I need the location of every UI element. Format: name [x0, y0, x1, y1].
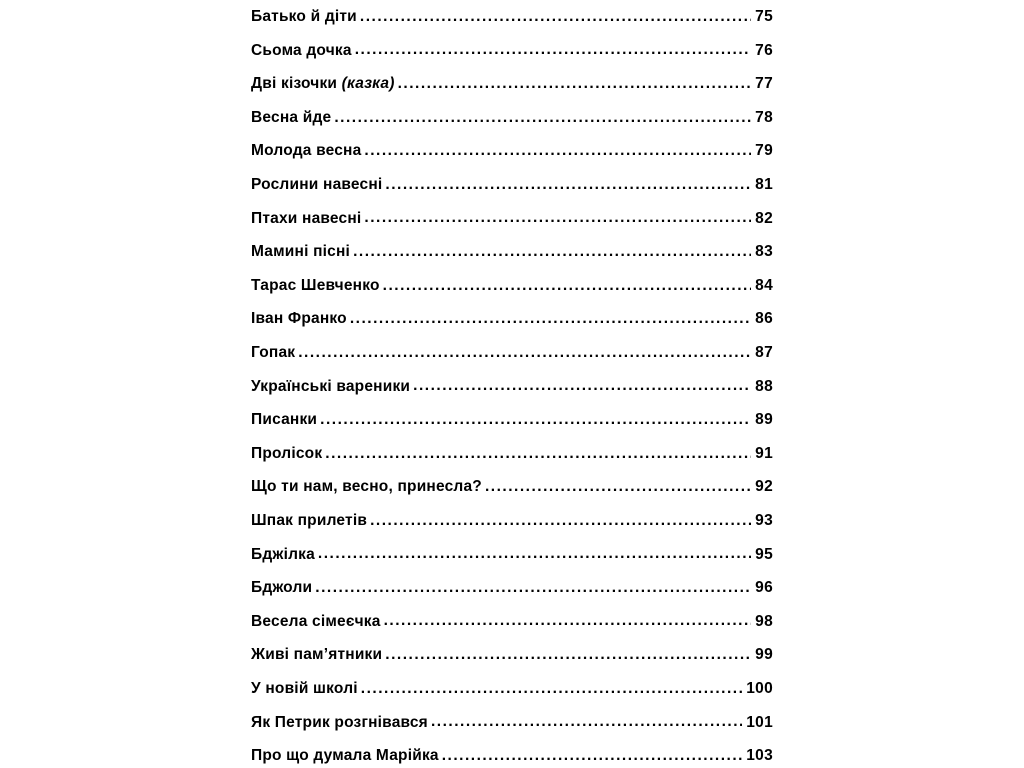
toc-entry-page: 91 — [755, 444, 773, 462]
toc-entry-page: 89 — [755, 411, 773, 429]
toc-entry — [251, 34, 773, 68]
toc-entry-page: 87 — [755, 343, 773, 361]
toc-entry-title: Весела сімеєчка — [251, 612, 381, 630]
toc-entry — [251, 470, 773, 504]
toc-entry — [251, 403, 773, 437]
dot-leader — [442, 749, 743, 763]
toc-entry-title: Про що думала Марійка — [251, 747, 439, 765]
toc-entry-page: 100 — [746, 679, 773, 697]
toc-entry — [251, 101, 773, 135]
toc-entry — [251, 672, 773, 706]
toc-entry-title: Шпак прилетів — [251, 511, 368, 529]
toc-entry-title: Мамині пісні — [251, 243, 351, 261]
dot-leader — [325, 447, 751, 461]
toc-entry — [251, 370, 773, 404]
toc-entry-page: 83 — [755, 243, 773, 261]
dot-leader — [364, 211, 751, 225]
dot-leader — [355, 43, 751, 57]
toc-entry-title: Бджілка — [251, 545, 315, 563]
toc-entry-page: 92 — [755, 478, 773, 496]
toc-entry — [251, 202, 773, 236]
toc-entry — [251, 638, 773, 672]
toc-entry-page: 88 — [755, 377, 773, 395]
toc-entry — [251, 571, 773, 605]
toc-entry — [251, 168, 773, 202]
toc-entry — [251, 538, 773, 572]
toc-entry-page: 96 — [755, 579, 773, 597]
toc-entry — [251, 437, 773, 471]
toc-entry-page: 76 — [755, 41, 773, 59]
toc-entry-title: Рослини навесні — [251, 176, 383, 194]
toc-entry — [251, 134, 773, 168]
toc-entry — [251, 504, 773, 538]
toc-entry-title: Птахи навесні — [251, 209, 362, 227]
toc-entry — [251, 705, 773, 739]
toc-entry-title: Весна йде — [251, 108, 332, 126]
toc-entry-title: Тарас Шевченко — [251, 276, 380, 294]
toc-entry-title: Іван Франко — [251, 310, 347, 328]
toc-entry-page: 95 — [755, 545, 773, 563]
dot-leader — [384, 614, 752, 628]
toc-entry-title: Бджоли — [251, 579, 313, 597]
toc-entry-page: 75 — [755, 8, 773, 26]
toc-entry-page: 101 — [746, 713, 773, 731]
toc-entry-title: У новій школі — [251, 679, 358, 697]
toc-entry — [251, 336, 773, 370]
dot-leader — [334, 111, 751, 125]
toc-entry-page: 93 — [755, 511, 773, 529]
toc-entry-title: Молода весна — [251, 142, 362, 160]
toc-entry — [251, 0, 773, 34]
dot-leader — [315, 581, 751, 595]
dot-leader — [364, 144, 751, 158]
dot-leader — [431, 715, 742, 729]
toc-entry-page: 99 — [755, 646, 773, 664]
toc-entry-title: Пролісок — [251, 444, 323, 462]
toc-entry-title: Як Петрик розгнівався — [251, 713, 428, 731]
dot-leader — [398, 77, 752, 91]
dot-leader — [383, 279, 752, 293]
toc-entry-title: Сьома дочка — [251, 41, 352, 59]
toc-entry-page: 79 — [755, 142, 773, 160]
toc-entry-title: Писанки — [251, 411, 318, 429]
dot-leader — [360, 10, 751, 24]
dot-leader — [385, 178, 751, 192]
toc-entry — [251, 269, 773, 303]
dot-leader — [318, 547, 751, 561]
toc-entry — [251, 302, 773, 336]
dot-leader — [320, 413, 751, 427]
dot-leader — [413, 379, 751, 393]
toc-entry-page: 82 — [755, 209, 773, 227]
dot-leader — [385, 648, 751, 662]
dot-leader — [298, 346, 751, 360]
toc-entry-page: 103 — [746, 747, 773, 765]
toc-entry-page: 98 — [755, 612, 773, 630]
toc-entry-title: Дві кізочки (казка) — [251, 75, 395, 93]
toc-entry-title: Гопак — [251, 343, 296, 361]
toc-entry-title: Що ти нам, весно, принесла? — [251, 478, 482, 496]
toc-entry-title: Живі пам’ятники — [251, 646, 383, 664]
toc-entry — [251, 739, 773, 768]
toc-entry — [251, 605, 773, 639]
toc-entry — [251, 67, 773, 101]
dot-leader — [361, 682, 742, 696]
toc-entry-page: 86 — [755, 310, 773, 328]
toc-entry — [251, 235, 773, 269]
dot-leader — [485, 480, 751, 494]
dot-leader — [353, 245, 751, 259]
toc-entry-page: 78 — [755, 108, 773, 126]
dot-leader — [350, 312, 751, 326]
table-of-contents — [251, 0, 773, 768]
dot-leader — [370, 514, 751, 528]
toc-entry-page: 84 — [755, 276, 773, 294]
toc-entry-title: Батько й діти — [251, 8, 357, 26]
toc-entry-page: 77 — [755, 75, 773, 93]
toc-entry-title: Українські вареники — [251, 377, 411, 395]
toc-entry-page: 81 — [755, 176, 773, 194]
